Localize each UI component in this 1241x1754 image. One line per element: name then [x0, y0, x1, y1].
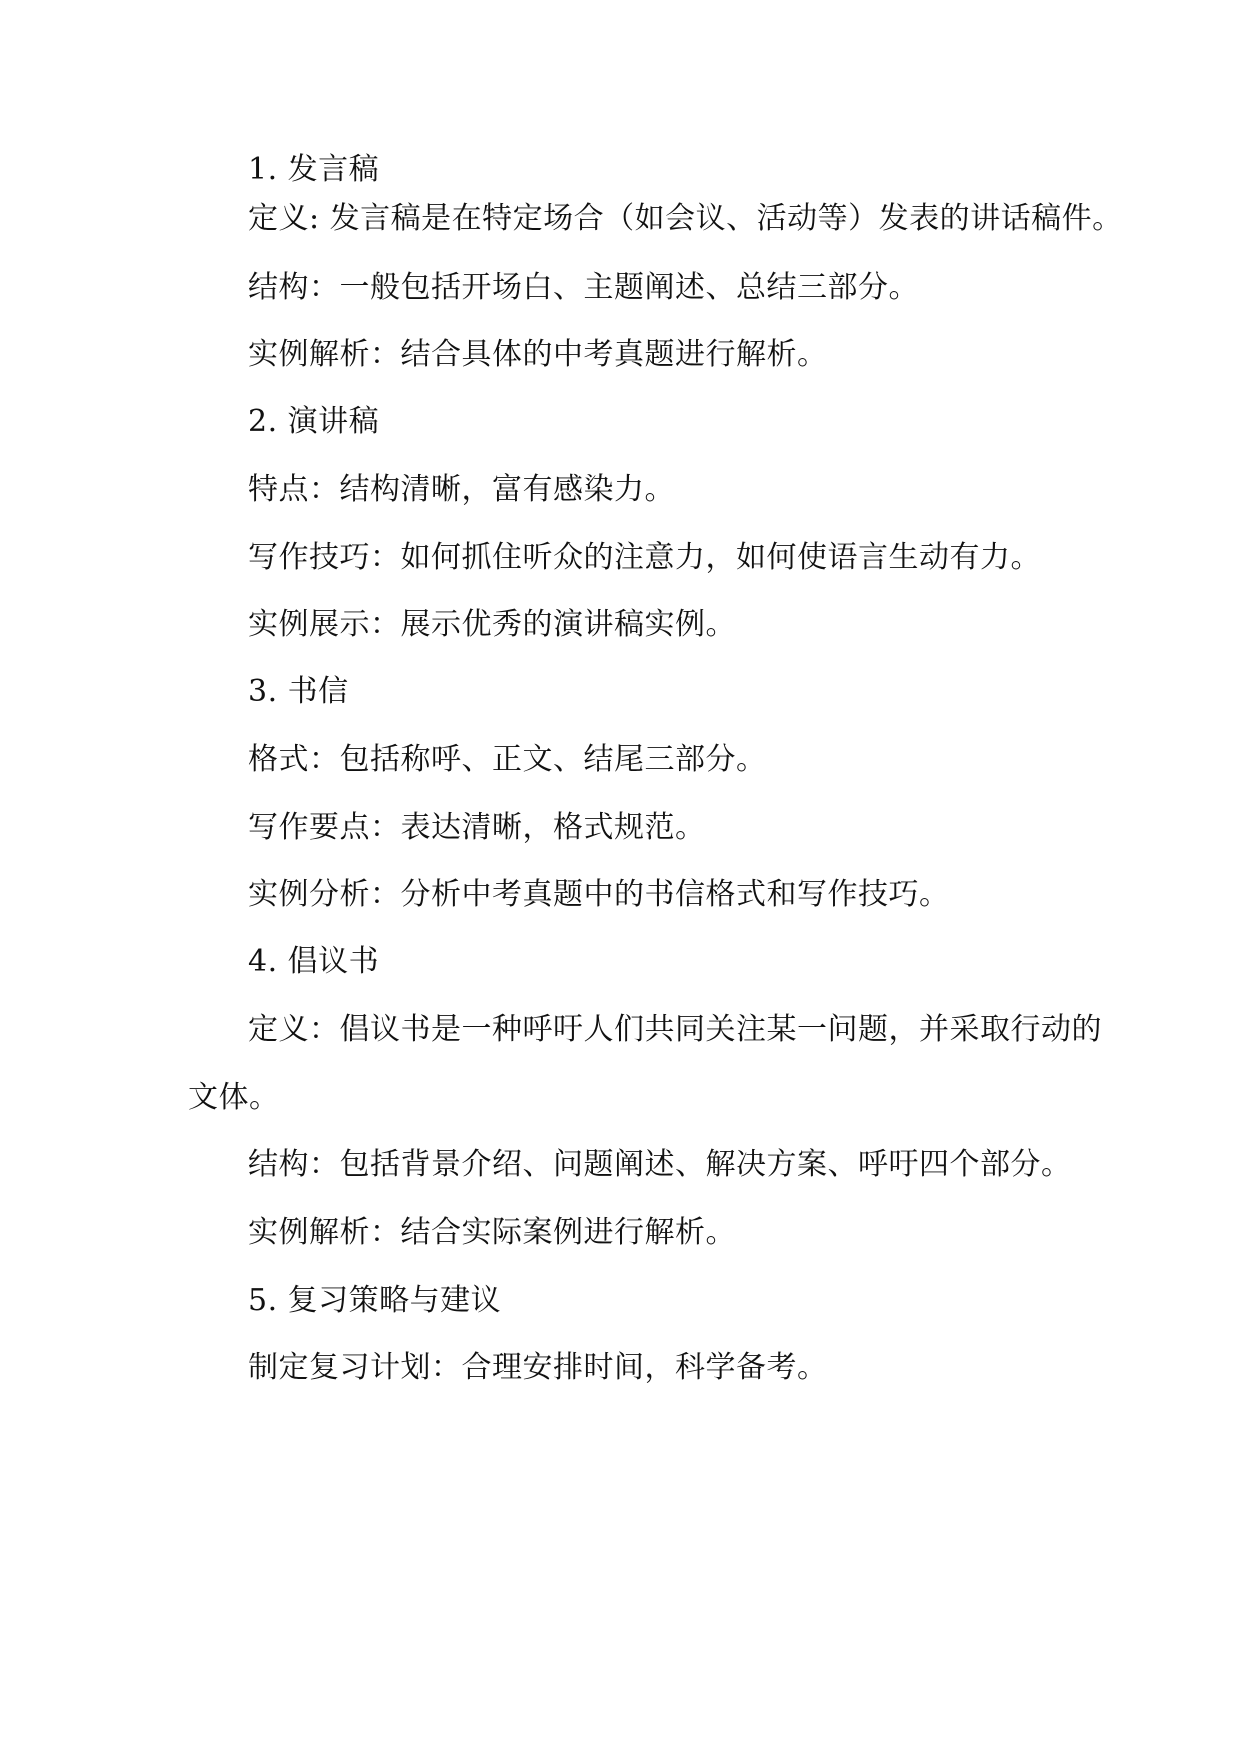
paragraph: 格式：包括称呼、正文、结尾三部分。 — [248, 742, 767, 777]
section-heading-4: 4. 倡议书 — [248, 944, 380, 979]
paragraph: 结构：一般包括开场白、主题阐述、总结三部分。 — [248, 270, 919, 305]
paragraph-continuation: 文体。 — [188, 1080, 280, 1115]
paragraph: 结构：包括背景介绍、问题阐述、解决方案、呼吁四个部分。 — [248, 1147, 1072, 1182]
section-heading-1: 1. 发言稿 — [248, 152, 380, 187]
paragraph: 特点：结构清晰，富有感染力。 — [248, 472, 675, 507]
paragraph: 实例分析：分析中考真题中的书信格式和写作技巧。 — [248, 877, 950, 912]
paragraph: 实例展示：展示优秀的演讲稿实例。 — [248, 607, 736, 642]
section-heading-5: 5. 复习策略与建议 — [248, 1283, 502, 1318]
section-heading-3: 3. 书信 — [248, 674, 349, 709]
paragraph: 写作技巧：如何抓住听众的注意力，如何使语言生动有力。 — [248, 540, 1041, 575]
paragraph: 定义：倡议书是一种呼吁人们共同关注某一问题，并采取行动的 — [248, 1012, 1102, 1047]
paragraph: 制定复习计划：合理安排时间，科学备考。 — [248, 1350, 828, 1385]
paragraph: 实例解析：结合实际案例进行解析。 — [248, 1215, 736, 1250]
section-heading-2: 2. 演讲稿 — [248, 404, 380, 439]
paragraph: 定义: 发言稿是在特定场合（如会议、活动等）发表的讲话稿件。 — [248, 201, 1123, 236]
paragraph: 写作要点：表达清晰，格式规范。 — [248, 810, 706, 845]
paragraph: 实例解析：结合具体的中考真题进行解析。 — [248, 337, 828, 372]
